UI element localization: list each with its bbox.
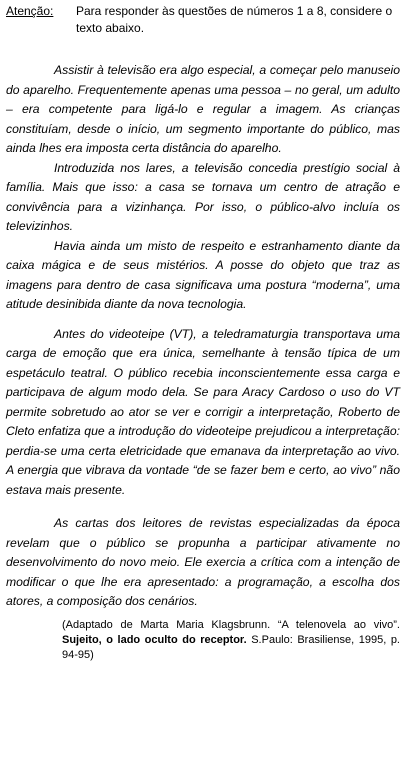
citation-book-title: Sujeito, o lado oculto do receptor. xyxy=(62,633,247,646)
citation-prefix: (Adaptado de Marta Maria Klagsbrunn. “A telenovela ao vivo”. xyxy=(62,618,400,631)
citation-suffix: S.Paulo: Brasiliense, 1995, p. 94-95) xyxy=(62,633,400,661)
instruction-text: Para responder às questões de números 1 a 8, considere o texto abaixo. xyxy=(76,4,393,35)
paragraph-2: Introduzida nos lares, a televisão concedia prestígio social à família. Mais que isso: a casa se tornava um centro de atração e convivência para a vizinhança. Por isso, o público-alvo incluía os televizinhos. xyxy=(6,160,400,233)
paragraph-1: Assistir à televisão era algo especial, a começar pelo manuseio do aparelho. Frequentemente apenas uma pessoa – no geral, um adulto – era competente para ligá-lo e regular a imagem. As crianças constituíam, desde o início, um segmento importante do público, mas ainda lhes era imposta certa distância do aparelho. xyxy=(6,63,400,155)
paragraph-3: Havia ainda um misto de respeito e estranhamento diante da caixa mágica e de seus mistérios. A posse do objeto que traz as imagens para dentro de casa significava uma postura “moderna”, uma atitude desinibida diante da nova tecnologia. xyxy=(6,238,400,311)
paragraph-4: Antes do videoteipe (VT), a teledramaturgia transportava uma carga de emoção que era única, semelhante à tensão típica de um espetáculo teatral. O público recebia inconscientemente essa carga e participava de algum modo dela. Se para Aracy Cardoso o uso do VT permite sobretudo ao ator se ver e corrigir a interpretação, Roberto de Cleto enfatiza que a introdução do videoteipe prejudicou a interpretação: perdia-se uma certa eletricidade que emanava da interpretação ao vivo. A energia que vibrava da vontade “de se fazer bem e certo, ao vivo” não estava mais presente. xyxy=(6,326,400,497)
paragraph-5: As cartas dos leitores de revistas especializadas da época revelam que o público se propunha a participar ativamente no desenvolvimento do novo meio. Ele exercia a crítica com a intenção de modificar o que lhe era apresentado: a programação, a escolha dos atores, a composição dos cenários. xyxy=(6,516,400,608)
article-text xyxy=(6,61,400,612)
source-citation xyxy=(6,618,400,663)
instruction-header xyxy=(6,0,400,37)
attention-label: Atenção: xyxy=(6,4,54,18)
